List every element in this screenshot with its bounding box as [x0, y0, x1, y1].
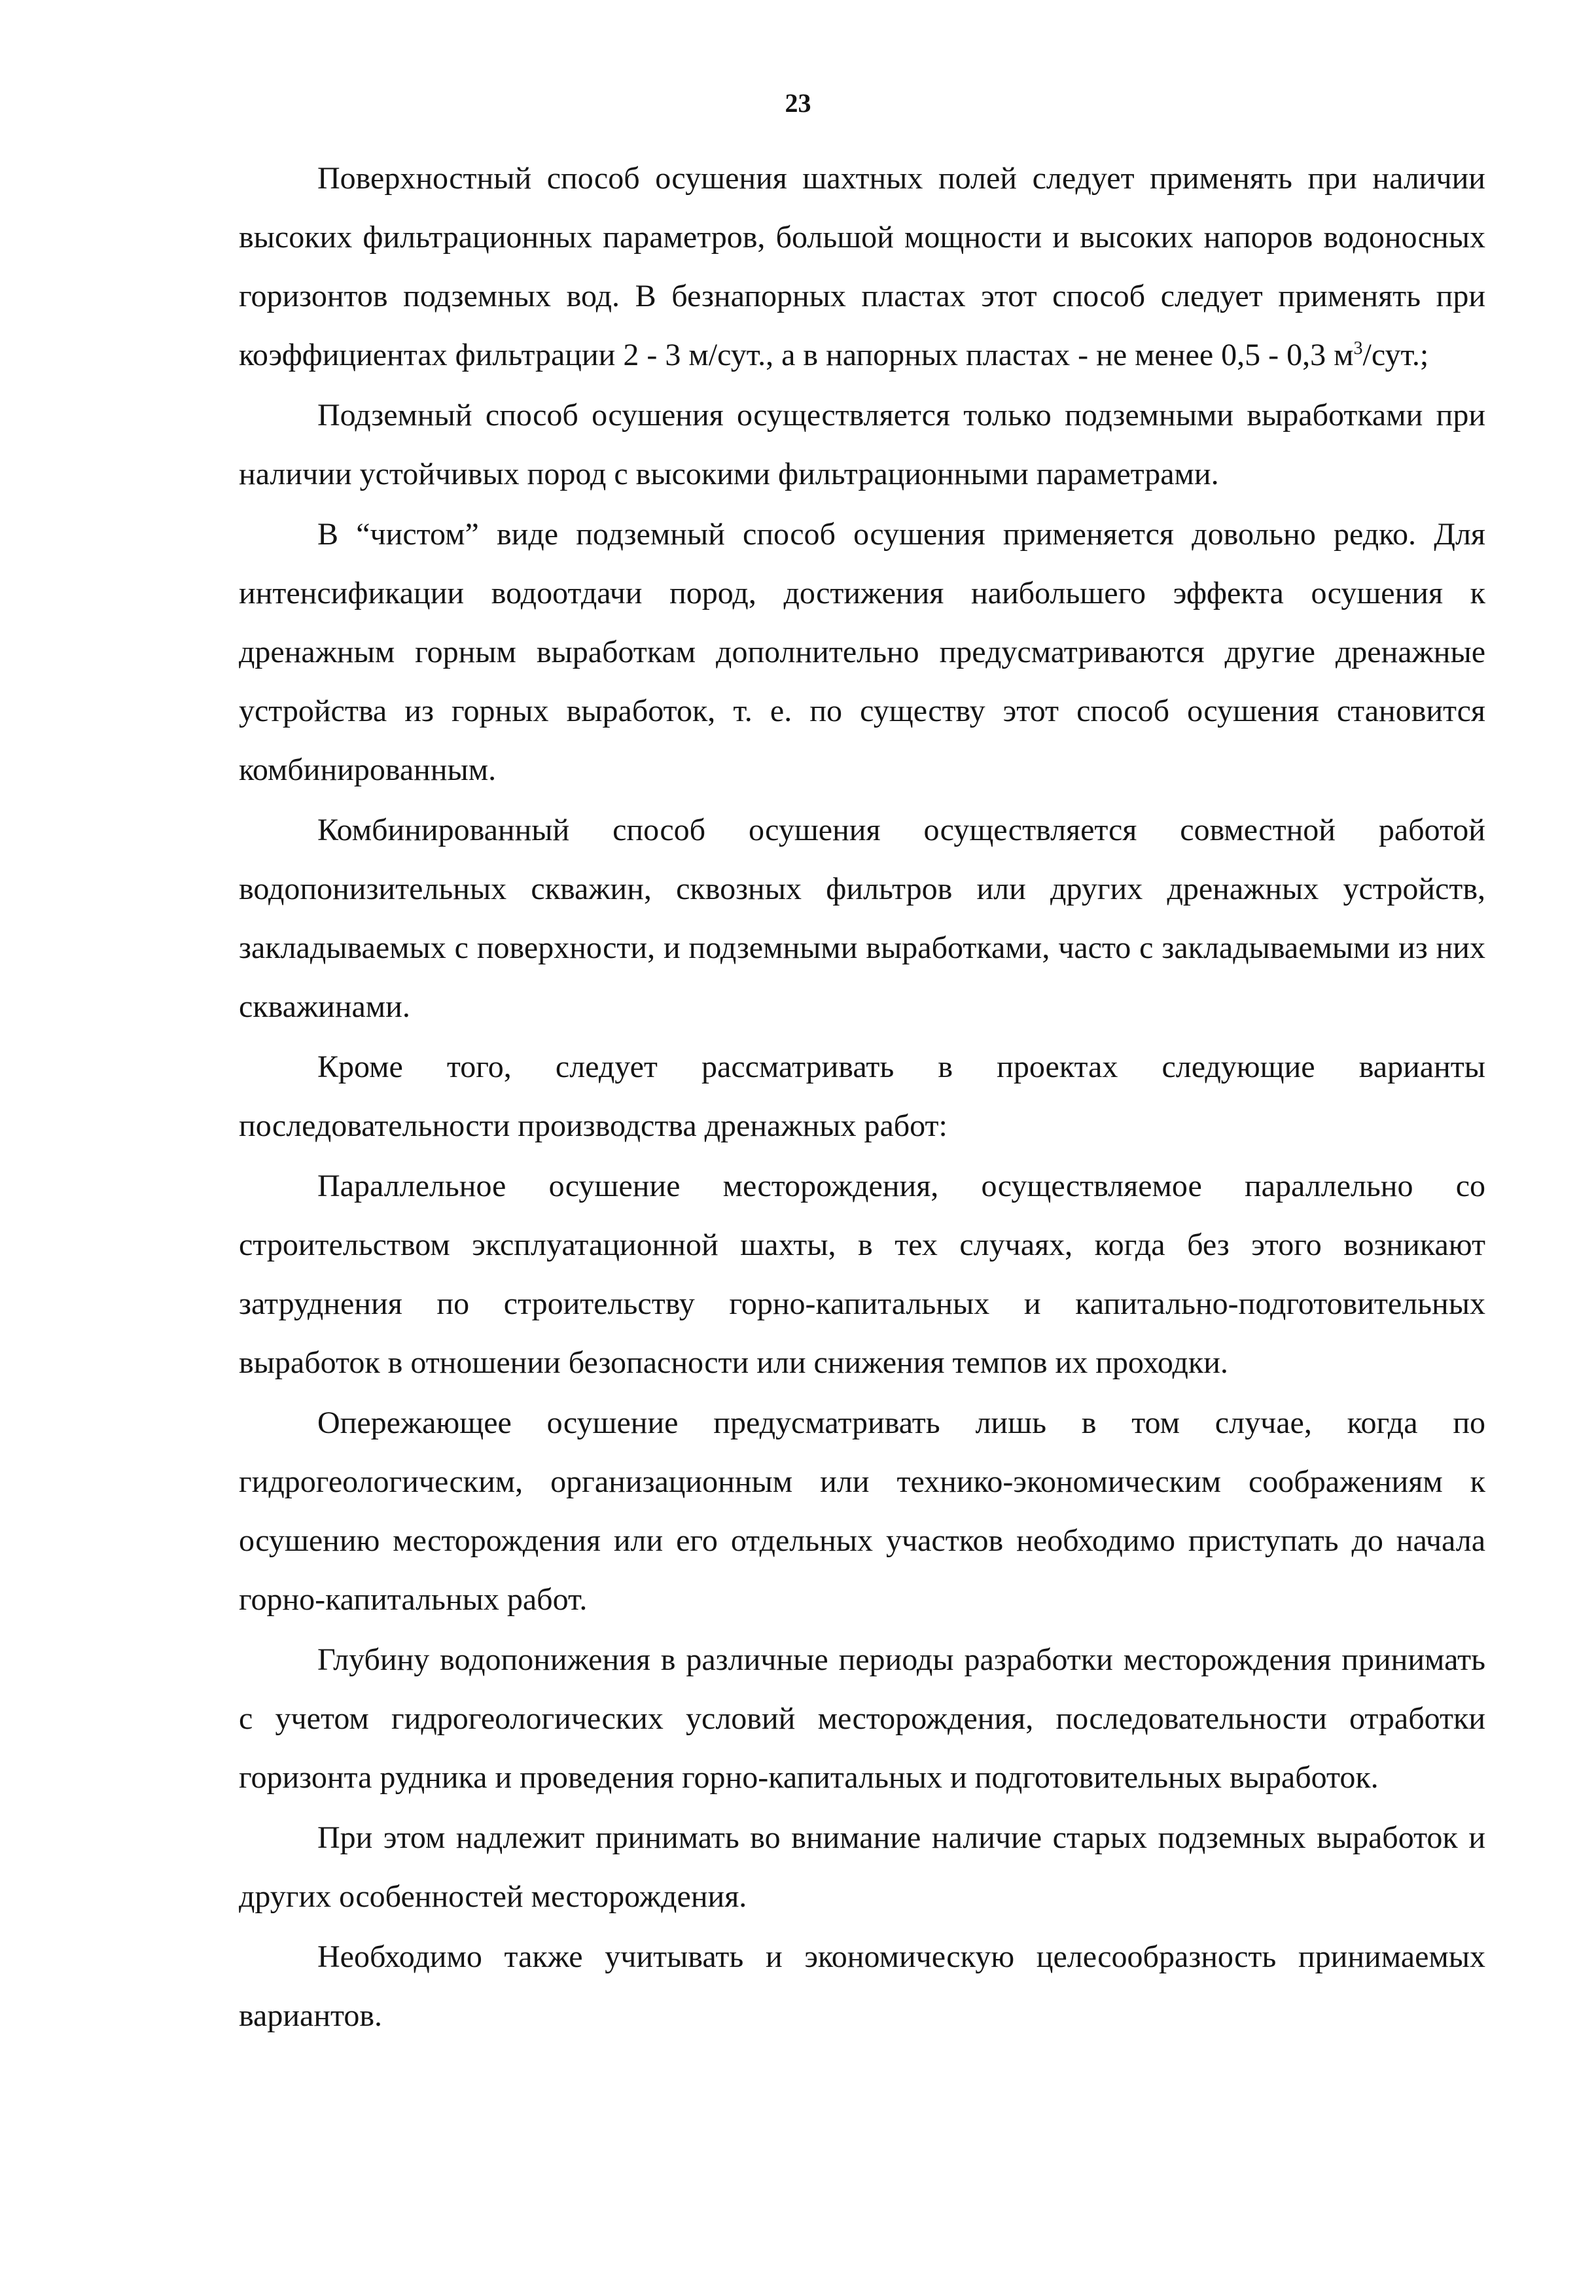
paragraph-economic-feasibility: Необходимо также учитывать и экономическую целесообразность принимаемых вариантов.: [239, 1939, 1485, 2033]
paragraph-text-end: /сут.;: [1362, 338, 1429, 372]
paragraph-pure-underground: В “чистом” виде подземный способ осушения применяется довольно редко. Для интенсификации водоотдачи пород, достижения наибольшего эффекта осушения к дренажным горным выработкам дополнительно предусматриваются другие дренажные устройства из горных выработок, т. е. по существу этот способ осушения становится комбинированным.: [239, 517, 1485, 787]
paragraph-advance-drainage: Опережающее осушение предусматривать лишь в том случае, когда по гидрогеологическим, организационным или технико-экономическим соображениям к осушению месторождения или его отдельных участков необходимо приступать до начала горно-капитальных работ.: [239, 1405, 1485, 1617]
paragraph-combined-method: Комбинированный способ осушения осуществляется совместной работой водопонизительных скважин, сквозных фильтров или других дренажных устройств, закладываемых с поверхности, и подземными выработками, часто с закладываемыми из них скважинами.: [239, 813, 1485, 1024]
page-number: 23: [785, 88, 811, 118]
paragraph-parallel-drainage: Параллельное осушение месторождения, осуществляемое параллельно со строительством эксплуатационной шахты, в тех случаях, когда без этого возникают затруднения по строительству горно-капитальных и капитально-подготовительных выработок в отношении безопасности или снижения темпов их проходки.: [239, 1169, 1485, 1380]
paragraph-underground-method: Подземный способ осушения осуществляется только подземными выработками при наличии устойчивых пород с высокими фильтрационными параметрами.: [239, 398, 1485, 491]
superscript-cubic: 3: [1353, 338, 1363, 359]
paragraph-old-workings: При этом надлежит принимать во внимание наличие старых подземных выработок и других особенностей месторождения.: [239, 1820, 1485, 1914]
paragraph-text: Поверхностный способ осушения шахтных полей следует применять при наличии высоких фильтрационных параметров, большой мощности и высоких напоров водоносных горизонтов подземных вод. В безнапорных пластах этот способ следует применять при коэффициентах фильтрации 2 - 3 м/сут., а в напорных пластах - не менее 0,5 - 0,3 м: [239, 161, 1485, 372]
paragraph-depression-depth: Глубину водопонижения в различные периоды разработки месторождения принимать с учетом гидрогеологических условий месторождения, последовательности отработки горизонта рудника и проведения горно-капитальных и подготовительных выработок.: [239, 1642, 1485, 1795]
paragraph-surface-method: [239, 149, 1485, 385]
document-body: [239, 149, 1485, 2047]
paragraph-sequence-variants: Кроме того, следует рассматривать в проектах следующие варианты последовательности производства дренажных работ:: [239, 1050, 1485, 1143]
